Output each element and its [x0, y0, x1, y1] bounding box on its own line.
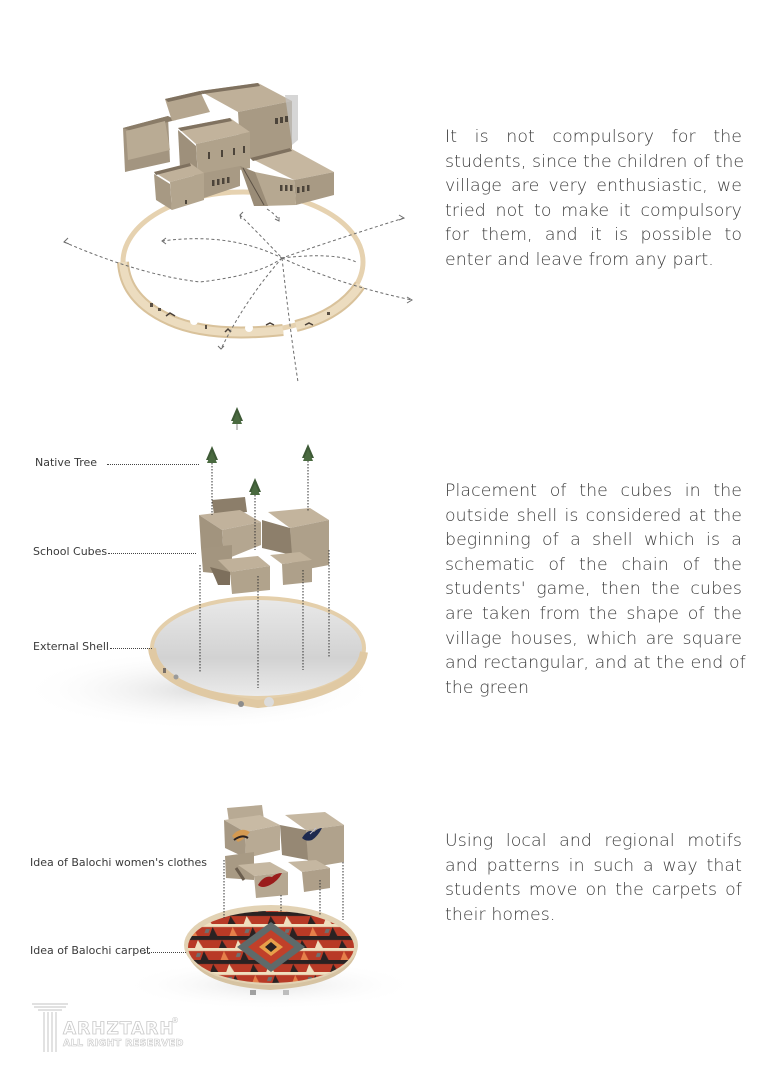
- watermark-brand: ARHZTARH: [63, 1019, 175, 1039]
- text-line: village houses, which are square: [445, 628, 742, 649]
- text-line: and rectangular, and at the end of: [445, 653, 746, 674]
- text-line: for them, and it is possible to: [445, 225, 742, 246]
- tree-icon: [302, 444, 314, 461]
- label-balochi-carpet: Idea of Balochi carpet: [30, 944, 151, 957]
- outer-ring: [123, 192, 363, 332]
- text-line: their homes.: [445, 904, 556, 925]
- tree-icon: [231, 407, 243, 430]
- motifs-paragraph: [445, 829, 742, 927]
- leader-balochi-carpet: [144, 952, 186, 953]
- text-line: tried not to make it compulsory: [445, 200, 742, 221]
- text-line: schematic of the chain of the: [445, 554, 742, 575]
- text-line: beginning of a shell which is a: [445, 530, 742, 551]
- text-line: and patterns in such a way that: [445, 855, 742, 876]
- text-line: the green: [445, 677, 530, 698]
- tree-icon: [249, 478, 261, 495]
- text-line: enter and leave from any part.: [445, 249, 714, 270]
- tree-icon: [206, 446, 218, 463]
- text-line: It is not compulsory for the: [445, 127, 742, 147]
- text-line: are taken from the shape of the: [445, 603, 742, 624]
- leader-external-shell: [110, 648, 152, 649]
- exploded-diagram-paragraph: [445, 479, 746, 700]
- circulation-arrows: [64, 209, 412, 382]
- text-line: Placement of the cubes in the: [445, 481, 742, 501]
- text-line: students, since the children of the: [445, 151, 745, 172]
- school-cubes: [199, 497, 329, 594]
- label-balochi-clothes: Idea of Balochi women's clothes: [30, 856, 208, 869]
- leader-school-cubes: [108, 553, 196, 554]
- label-native-tree: Native Tree: [35, 456, 98, 469]
- text-line: students' game, then the cubes: [445, 579, 742, 600]
- watermark-logo: [30, 1000, 190, 1055]
- leader-native-tree: [107, 464, 199, 465]
- label-external-shell: External Shell: [33, 640, 109, 653]
- text-line: Using local and regional motifs: [445, 831, 742, 851]
- watermark-tagline: ALL RIGHT RESERVED: [63, 1038, 184, 1049]
- motif-cubes: [224, 805, 344, 898]
- native-trees: [206, 407, 314, 495]
- text-line: outside shell is considered at the: [445, 505, 742, 526]
- label-school-cubes: School Cubes: [33, 545, 108, 558]
- circulation-paragraph: [445, 125, 745, 273]
- text-line: village are very enthusiastic, we: [445, 176, 742, 197]
- text-line: students move on the carpets of: [445, 880, 742, 901]
- registered-mark: ®: [171, 1016, 179, 1025]
